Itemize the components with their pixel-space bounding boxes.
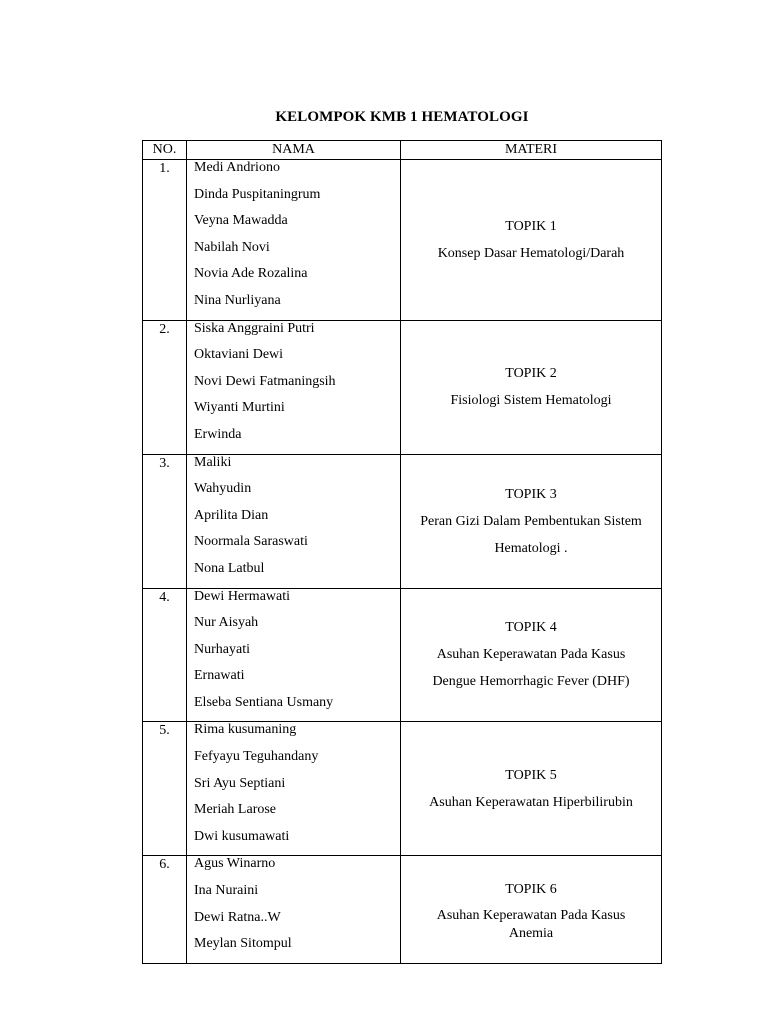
member-name: Dinda Puspitaningrum [194,186,321,202]
group-names [187,160,401,321]
group-names [187,320,401,454]
materi-line: Asuhan Keperawatan Hiperbilirubin [429,794,633,810]
member-name: Sri Ayu Septiani [194,775,286,791]
table-row [143,160,662,321]
group-names [187,454,401,588]
group-materi [401,454,662,588]
member-name: Oktaviani Dewi [194,347,284,363]
topik-label: TOPIK 5 [505,767,557,783]
materi-line: Peran Gizi Dalam Pembentukan Sistem [420,513,642,529]
member-name: Wiyanti Murtini [194,400,285,416]
table-row [143,454,662,588]
member-name: Veyna Mawadda [194,213,288,229]
member-name: Aprilita Dian [194,507,269,523]
member-name: Dewi Ratna..W [194,909,281,925]
member-name: Elseba Sentiana Usmany [194,694,334,710]
member-name: Meylan Sitompul [194,936,292,952]
document-title: KELOMPOK KMB 1 HEMATOLOGI [275,109,529,125]
group-number: 1. [143,160,187,321]
member-name: Ernawati [194,668,245,684]
topik-label: TOPIK 2 [505,366,557,382]
table-header-row [143,141,662,160]
materi-line: Fisiologi Sistem Hematologi [450,393,612,409]
group-materi [401,588,662,722]
member-name: Dwi kusumawati [194,828,290,844]
member-name: Dewi Hermawati [194,588,291,604]
group-number: 3. [143,454,187,588]
header-no: NO. [143,141,187,160]
group-names [187,856,401,963]
topik-label: TOPIK 1 [505,218,557,234]
group-number: 6. [143,856,187,963]
group-names [187,588,401,722]
member-name: Wahyudin [194,481,252,497]
materi-line: Dengue Hemorrhagic Fever (DHF) [432,674,630,690]
group-materi [401,722,662,856]
topik-label: TOPIK 3 [505,486,557,502]
header-nama: NAMA [187,141,401,160]
group-table [142,140,662,964]
member-name: Siska Anggraini Putri [194,320,315,336]
header-materi: MATERI [401,141,662,160]
topik-label: TOPIK 6 [505,882,557,898]
member-name: Medi Andriono [194,160,280,175]
group-names [187,722,401,856]
materi-line: Asuhan Keperawatan Pada Kasus [436,647,626,663]
group-number: 2. [143,320,187,454]
table-row [143,588,662,722]
table-row [143,856,662,963]
materi-line: Konsep Dasar Hematologi/Darah [437,245,625,261]
group-number: 5. [143,722,187,856]
member-name: Nabilah Novi [194,239,270,255]
group-number: 4. [143,588,187,722]
materi-line: Anemia [508,926,554,942]
topik-label: TOPIK 4 [505,620,557,636]
member-name: Novi Dewi Fatmaningsih [194,373,336,389]
member-name: Nona Latbul [194,560,265,576]
group-materi [401,856,662,963]
member-name: Nur Aisyah [194,615,259,631]
member-name: Noormala Saraswati [194,534,308,550]
member-name: Meriah Larose [194,802,277,818]
member-name: Novia Ade Rozalina [194,266,308,282]
member-name: Fefyayu Teguhandany [194,749,319,765]
group-materi [401,320,662,454]
materi-line: Hematologi . [494,540,568,556]
member-name: Agus Winarno [194,856,276,872]
member-name: Ina Nuraini [194,883,259,899]
member-name: Rima kusumaning [194,722,297,738]
member-name: Nina Nurliyana [194,292,281,308]
materi-line: Asuhan Keperawatan Pada Kasus [436,908,626,924]
member-name: Maliki [194,454,232,470]
member-name: Erwinda [194,426,242,442]
member-name: Nurhayati [194,641,250,657]
table-row [143,320,662,454]
table-row [143,722,662,856]
group-materi [401,160,662,321]
